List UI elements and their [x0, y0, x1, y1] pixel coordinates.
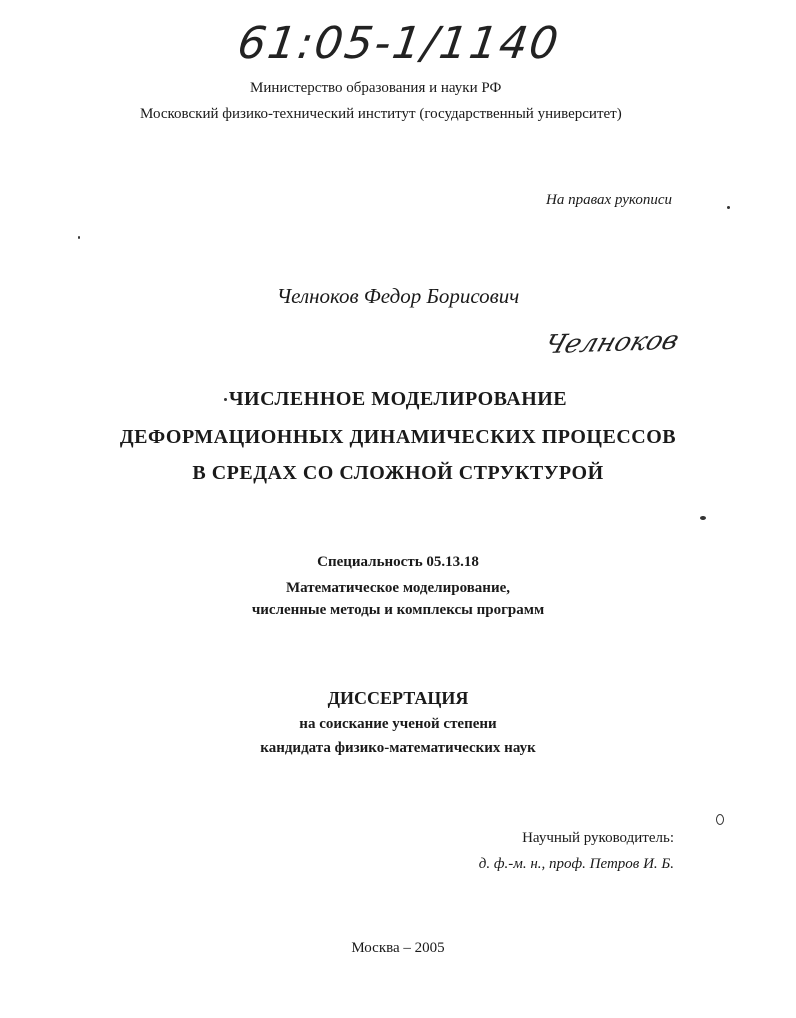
- archive-code-handwritten: 61:05-1/1140: [234, 18, 564, 69]
- institute-line: Московский физико-технический институт (государственный университет): [140, 106, 622, 122]
- supervisor-name: д. ф.-м. н., проф. Петров И. Б.: [478, 856, 674, 872]
- scan-speck: [224, 398, 227, 401]
- author-signature: Челноков: [540, 325, 683, 361]
- title-line-2: ДЕФОРМАЦИОННЫХ ДИНАМИЧЕСКИХ ПРОЦЕССОВ: [119, 426, 677, 448]
- ministry-line: Министерство образования и науки РФ: [250, 80, 502, 96]
- dissertation-heading: ДИССЕРТАЦИЯ: [327, 688, 469, 708]
- specialty-line-2: численные методы и комплексы программ: [251, 602, 545, 618]
- place-year: Москва – 2005: [351, 940, 445, 956]
- title-line-3: В СРЕДАХ СО СЛОЖНОЙ СТРУКТУРОЙ: [192, 462, 604, 484]
- scan-speck: [727, 206, 730, 209]
- scan-speck: [78, 236, 80, 239]
- specialty-label: Специальность 05.13.18: [317, 554, 479, 570]
- author-name: Челноков Федор Борисович: [276, 284, 520, 308]
- scan-speck: [700, 516, 706, 520]
- dissertation-line-2: кандидата физико-математических наук: [260, 740, 536, 756]
- specialty-line-1: Математическое моделирование,: [286, 580, 510, 596]
- dissertation-line-1: на соискание ученой степени: [299, 716, 497, 732]
- supervisor-label: Научный руководитель:: [522, 830, 674, 846]
- scan-mark: [716, 814, 724, 825]
- title-line-1: ЧИСЛЕННОЕ МОДЕЛИРОВАНИЕ: [228, 388, 568, 410]
- rights-note: На правах рукописи: [546, 192, 672, 208]
